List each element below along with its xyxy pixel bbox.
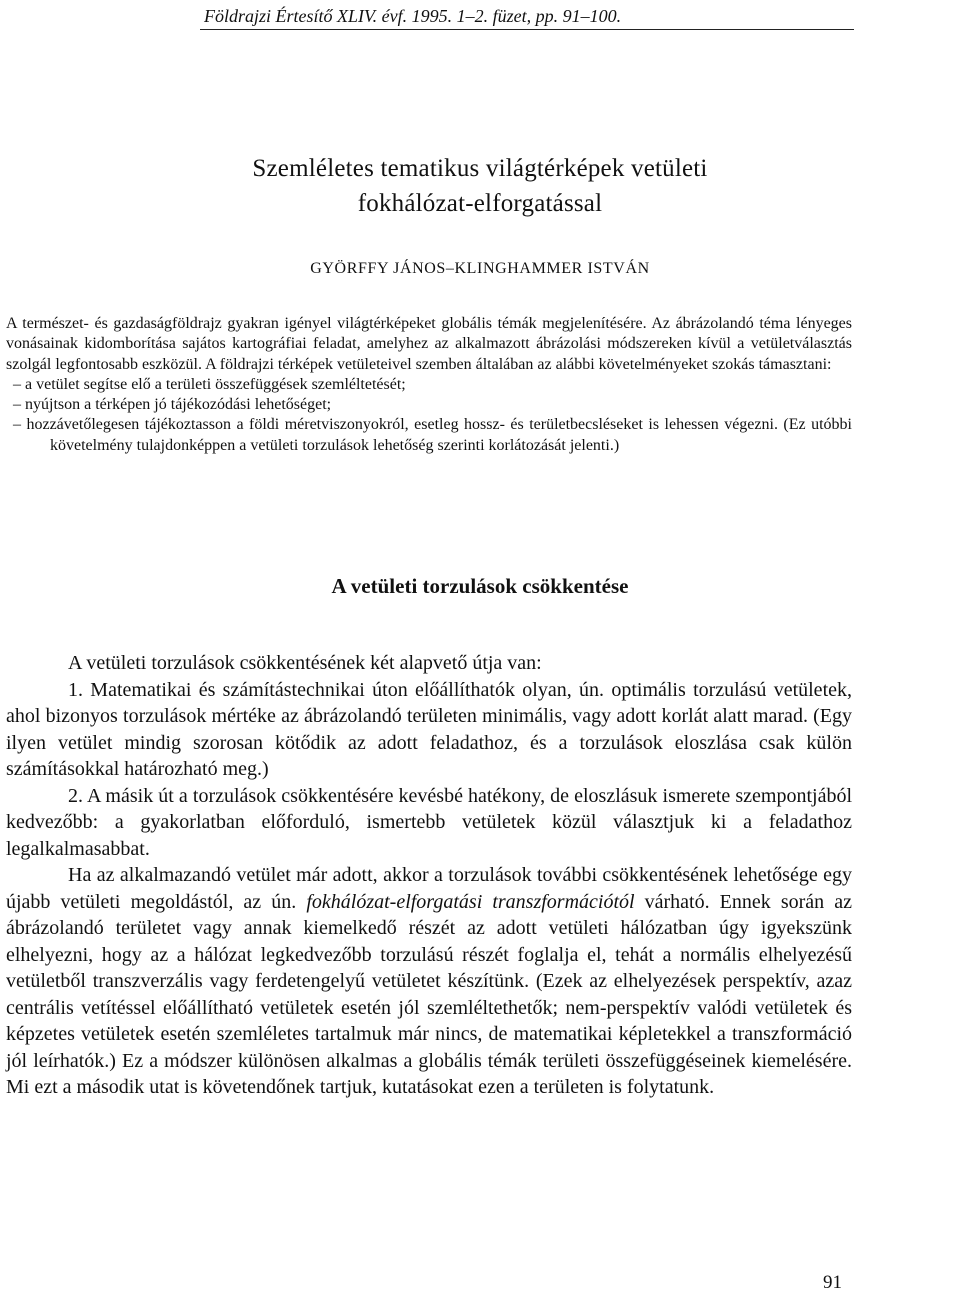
authors: GYÖRFFY JÁNOS–KLINGHAMMER ISTVÁN bbox=[310, 260, 650, 277]
body-text-run: Ha az alkalmazandó vetület már adott, akkor a torzulások további csökkentésének lehetősége egy újabb vetületi megoldástól, az ún. bbox=[6, 864, 852, 913]
body-paragraph: 1. Matematikai és számítástechnikai úton előállíthatók olyan, ún. optimális torzulású vetületek, ahol bizonyos torzulások mértéke az ábrázolandó területen minimális, vagy adott korlát alatt marad. (Egy ilyen vetület mindig szorosan kötődik az adott feladathoz, és a torzulások eloszlása csak külön számításokkal határozható meg.) bbox=[6, 678, 852, 780]
abstract bbox=[6, 314, 852, 456]
body-text-run: várható. Ennek során az ábrázolandó területet vagy annak kiemelkedő részét az adott vetületi hálózatban úgy igyekszünk elhelyezni, hogy az a hálózat legkedvezőbb torzulású részét foglalja el, tehát a normális elhelyezésű vetületből transzverzális vagy ferdetengelyű vetületet készítünk. (Ezek az elhelyezések perspektív, azaz centrális vetítéssel előállítható vetületek esetén jól szemléltethetők; nem-perspektív valódi vetületek és képzetes vetületek esetén szemléletes tartalmuk már nincs, de matematikai képletekkel a transzformáció jól leírhatók.) Ez a módszer különösen alkalmas a globális témák területi összefüggéseinek kiemelésére. Mi ezt a második utat is követendőnek tartjuk, kutatásokat ezen a területen is folytatunk. bbox=[6, 890, 853, 1098]
requirement-item: – hozzávetőlegesen tájékoztasson a földi méretviszonyokról, esetleg hossz- és területbecsléseket is lehessen végezni. (Ez utóbbi követelmény tulajdonképpen a vetületi torzulások lehetőség szerinti korlátozását jelenti.) bbox=[13, 416, 852, 454]
requirement-item: – nyújtson a térképen jó tájékozódási lehetőséget; bbox=[13, 396, 332, 414]
article-title-line-2: fokhálózat-elforgatással bbox=[357, 190, 603, 217]
body-paragraph: A vetületi torzulások csökkentésének két alapvető útja van: bbox=[68, 652, 542, 674]
section-heading: A vetületi torzulások csökkentése bbox=[331, 574, 629, 598]
italic-term: fokhálózat-elforgatási transzformációtól bbox=[306, 890, 635, 913]
body-text bbox=[6, 650, 852, 1101]
body-paragraph: 2. A másik út a torzulások csökkentésére kevésbé hatékony, de eloszlásuk ismerete szempontjából kedvezőbb: a gyakorlatban előforduló, ismertebb vetületek közül választjuk ki a feladathoz legalkalmasabbat. bbox=[6, 784, 852, 860]
article-title-line-1: Szemléletes tematikus világtérképek vetületi bbox=[252, 155, 708, 182]
requirement-item: – a vetület segítse elő a területi összefüggések szemléltetését; bbox=[13, 375, 406, 393]
journal-header: Földrajzi Értesítő XLIV. évf. 1995. 1–2. füzet, pp. 91–100. bbox=[200, 3, 854, 30]
abstract-intro: A természet- és gazdaságföldrajz gyakran igényel világtérképeket globális témák megjelenítésére. Az ábrázolandó téma lényeges vonásainak kidomborítása sajátos kartográfiai feladat, amelyhez az alkalmazott ábrázolási módszereken kívül a vetületválasztás szolgál legfontosabb eszközül. A földrajzi térképek vetületeivel szemben általában az alábbi követelményeket szokás támasztani: bbox=[6, 315, 852, 373]
page-number: 91 bbox=[823, 1272, 842, 1293]
body-paragraph bbox=[6, 862, 852, 1101]
